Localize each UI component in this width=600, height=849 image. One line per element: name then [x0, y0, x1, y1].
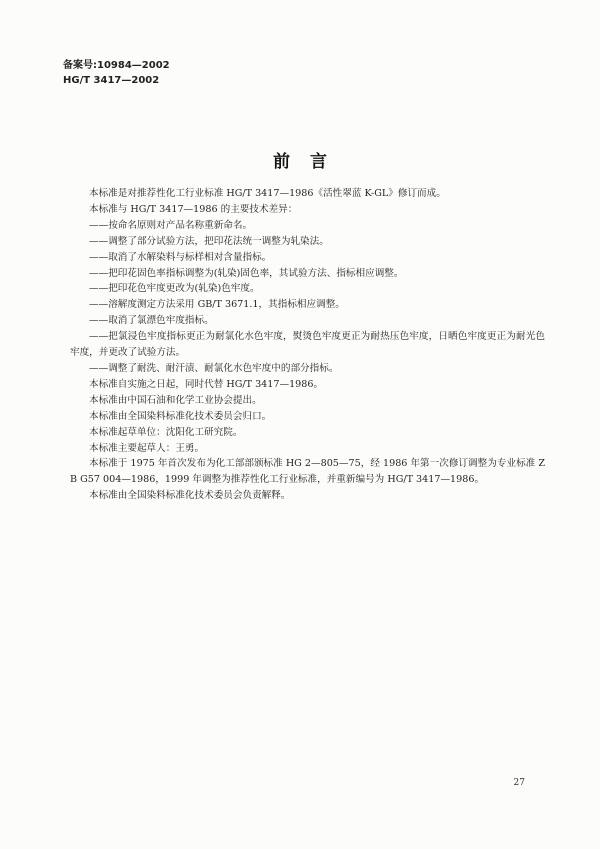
foreword-list-item: ——取消了水解染料与标样相对含量指标。: [89, 251, 272, 263]
page-number: 27: [513, 778, 525, 788]
foreword-list-item: ——把氯浸色牢度指标更正为耐氯化水色牢度，熨烫色牢度更正为耐热压色牢度，日晒色牢度更正为耐光色牢度，并更改了试验方法。: [70, 331, 545, 359]
foreword-body: [70, 186, 545, 504]
foreword-list-item: ——溶解度测定方法采用 GB/T 3671.1，其指标相应调整。: [89, 299, 345, 311]
foreword-paragraph: 本标准由全国染料标准化技术委员会归口。: [89, 410, 272, 422]
filing-number: 备案号:10984—2002: [63, 60, 170, 71]
page-title: 前言: [273, 152, 347, 172]
foreword-paragraph: 本标准与 HG/T 3417—1986 的主要技术差异：: [89, 203, 298, 215]
foreword-list-item: ——把印花色牢度更改为(轧染)色牢度。: [89, 283, 260, 295]
foreword-list-item: ——调整了部分试验方法，把印花法统一调整为轧染法。: [89, 235, 329, 247]
foreword-paragraph: 本标准由中国石油和化学工业协会提出。: [89, 394, 262, 406]
foreword-list-item: ——按命名原则对产品名称重新命名。: [89, 219, 253, 231]
foreword-paragraph: 本标准于 1975 年首次发布为化工部部颁标准 HG 2—805—75，经 1986 年第一次修订调整为专业标准 ZB G57 004—1986，1999 年调整为推荐性化工行业标准，并重新编号为 HG/T 3417—1986。: [70, 458, 545, 486]
foreword-paragraph: 本标准起草单位：沈阳化工研究院。: [89, 426, 243, 438]
foreword-list-item: ——调整了耐洗、耐汗渍、耐氯化水色牢度中的部分指标。: [89, 362, 339, 374]
document-header: [63, 58, 170, 88]
foreword-paragraph: 本标准主要起草人：王勇。: [89, 442, 205, 454]
foreword-list-item: ——取消了氯漂色牢度指标。: [89, 315, 214, 327]
foreword-list-item: ——把印花固色率指标调整为(轧染)固色率，其试验方法、指标相应调整。: [89, 267, 404, 279]
foreword-paragraph: 本标准是对推荐性化工行业标准 HG/T 3417—1986《活性翠蓝 K-GL》修订而成。: [89, 188, 446, 199]
standard-code: HG/T 3417—2002: [63, 75, 160, 86]
foreword-paragraph: 本标准自实施之日起，同时代替 HG/T 3417—1986。: [89, 378, 324, 390]
foreword-paragraph: 本标准由全国染料标准化技术委员会负责解释。: [89, 490, 291, 502]
